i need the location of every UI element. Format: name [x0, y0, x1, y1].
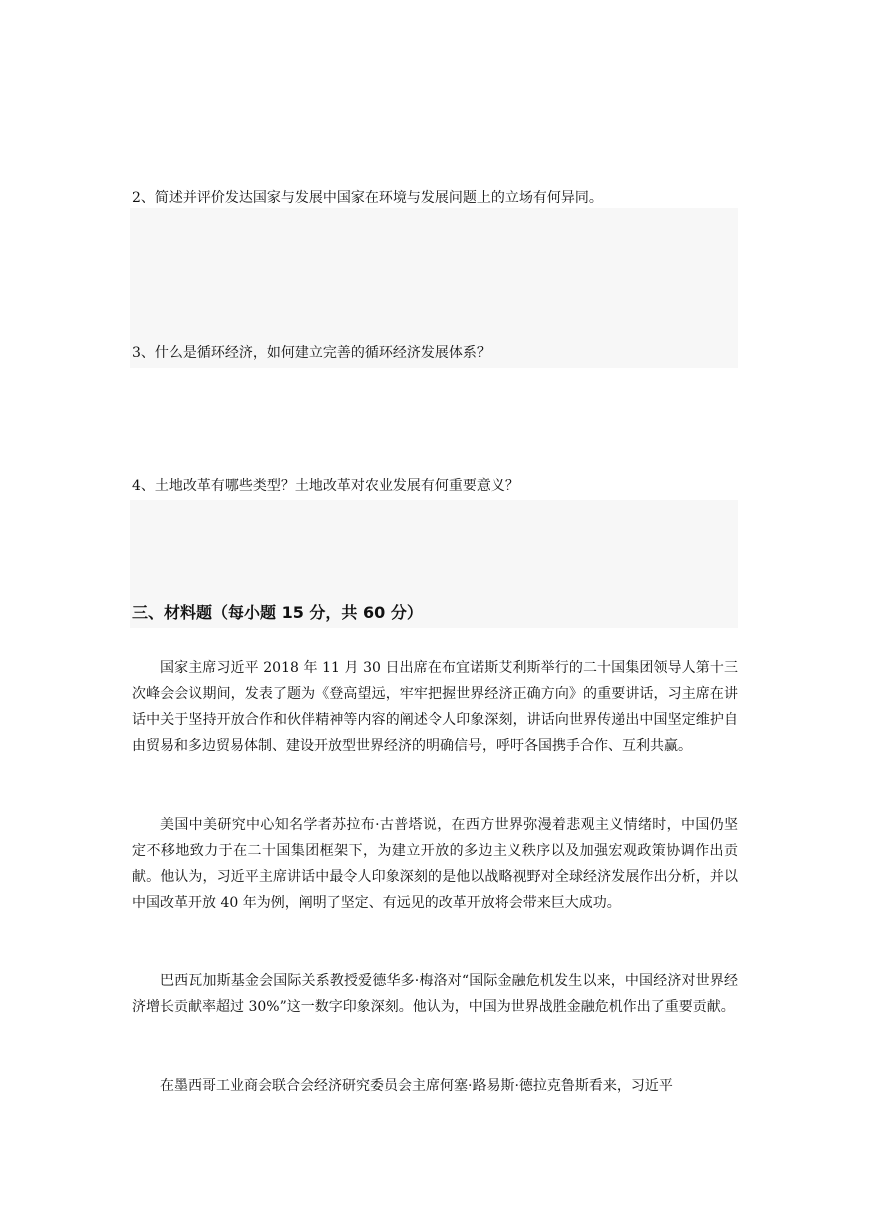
material-paragraph-2: 美国中美研究中心知名学者苏拉布·古普塔说，在西方世界弥漫着悲观主义情绪时，中国仍坚定不移地致力于在二十国集团框架下，为建立开放的多边主义秩序以及加强宏观政策协调作出贡献。他认为，习近平主席讲话中最令人印象深刻的是他以战略视野对全球经济发展作出分析，并以中国改革开放 40 年为例，阐明了坚定、有远见的改革开放将会带来巨大成功。	[132, 817, 738, 911]
question-3: 3、什么是循环经济，如何建立完善的循环经济发展体系？	[132, 345, 491, 361]
question-4: 4、土地改革有哪些类型？土地改革对农业发展有何重要意义？	[132, 478, 519, 494]
section-heading-materials: 三、材料题（每小题 15 分，共 60 分）	[132, 603, 423, 622]
question-2: 2、简述并评价发达国家与发展中国家在环境与发展问题上的立场有何异同。	[132, 190, 603, 206]
material-paragraph-3: 巴西瓦加斯基金会国际关系教授爱德华多·梅洛对“国际金融危机发生以来，中国经济对世界经济增长贡献率超过 30%”这一数字印象深刻。他认为，中国为世界战胜金融危机作出了重要贡献。	[132, 973, 738, 1015]
material-paragraph-1: 国家主席习近平 2018 年 11 月 30 日出席在布宜诺斯艾利斯举行的二十国集团领导人第十三次峰会会议期间，发表了题为《登高望远，牢牢把握世界经济正确方向》的重要讲话，习主席在讲话中关于坚持开放合作和伙伴精神等内容的阐述令人印象深刻，讲话向世界传递出中国坚定维护自由贸易和多边贸易体制、建设开放型世界经济的明确信号，呼吁各国携手合作、互利共赢。	[132, 660, 738, 754]
material-paragraph-4: 在墨西哥工业商会联合会经济研究委员会主席何塞·路易斯·德拉克鲁斯看来，习近平	[160, 1078, 673, 1094]
